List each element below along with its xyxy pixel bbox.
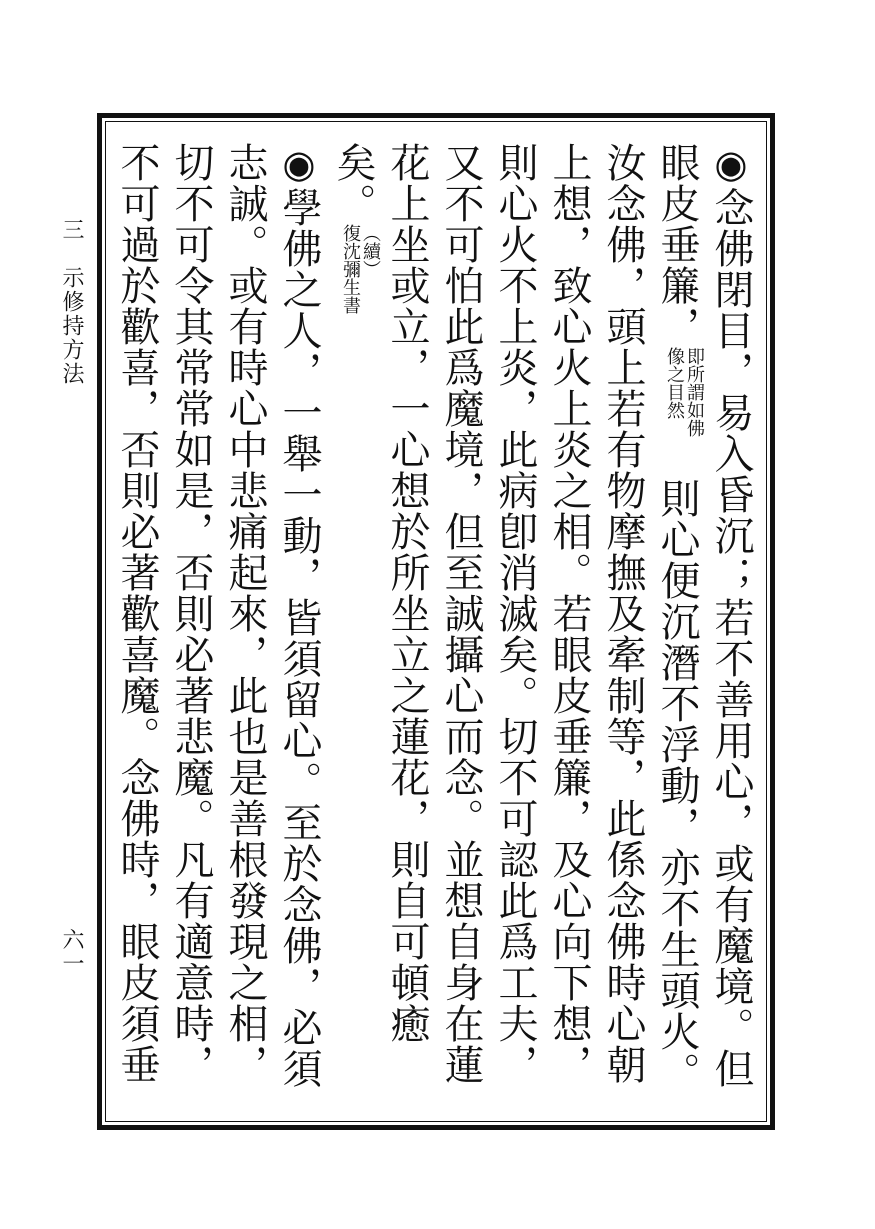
body-text	[112, 142, 758, 1102]
annotation-note	[664, 347, 704, 437]
source-note	[340, 224, 380, 314]
note-line: 即所謂如佛	[684, 347, 705, 437]
chapter-heading: 三 示修持方法	[59, 218, 84, 386]
text-segment: 則心便沉潛不浮動，亦不生頭火。汝念佛，頭上若有物摩撫及牽制等，此係念佛時心朝上想，致心火上炎之相。若眼皮垂簾，及心向下想，則心火不上炎，此病卽消滅矣。切不可認此爲工夫，又不可怕此爲魔境，但至誠攝心而念。並想自身在蓮花上坐或立，一心想於所坐立之蓮花，則自可頓癒矣。	[330, 142, 700, 1093]
bullet-icon: ◉	[277, 142, 321, 187]
note-line: （續）	[360, 224, 381, 278]
paragraph-2	[112, 142, 322, 1089]
text-segment: 學佛之人，一舉一動，皆須留心。至於念佛，必須志誠。或有時心中悲痛起來，此也是善根發現之相，切不可令其常常如是，否則必著悲魔。凡有適意時，不可過於歡喜，否則必著歡喜魔。念佛時，眼皮須垂	[114, 142, 322, 1089]
page-number: 六一	[59, 928, 84, 976]
text-segment: 念佛閉目，易入昏沉；若不善用心，或有魔境。但眼皮垂簾，	[654, 142, 754, 1089]
note-line: 像之目然	[664, 347, 685, 419]
paragraph-1	[330, 142, 754, 1093]
bullet-icon: ◉	[709, 142, 753, 187]
note-line: 復沈彌生書	[340, 224, 361, 314]
